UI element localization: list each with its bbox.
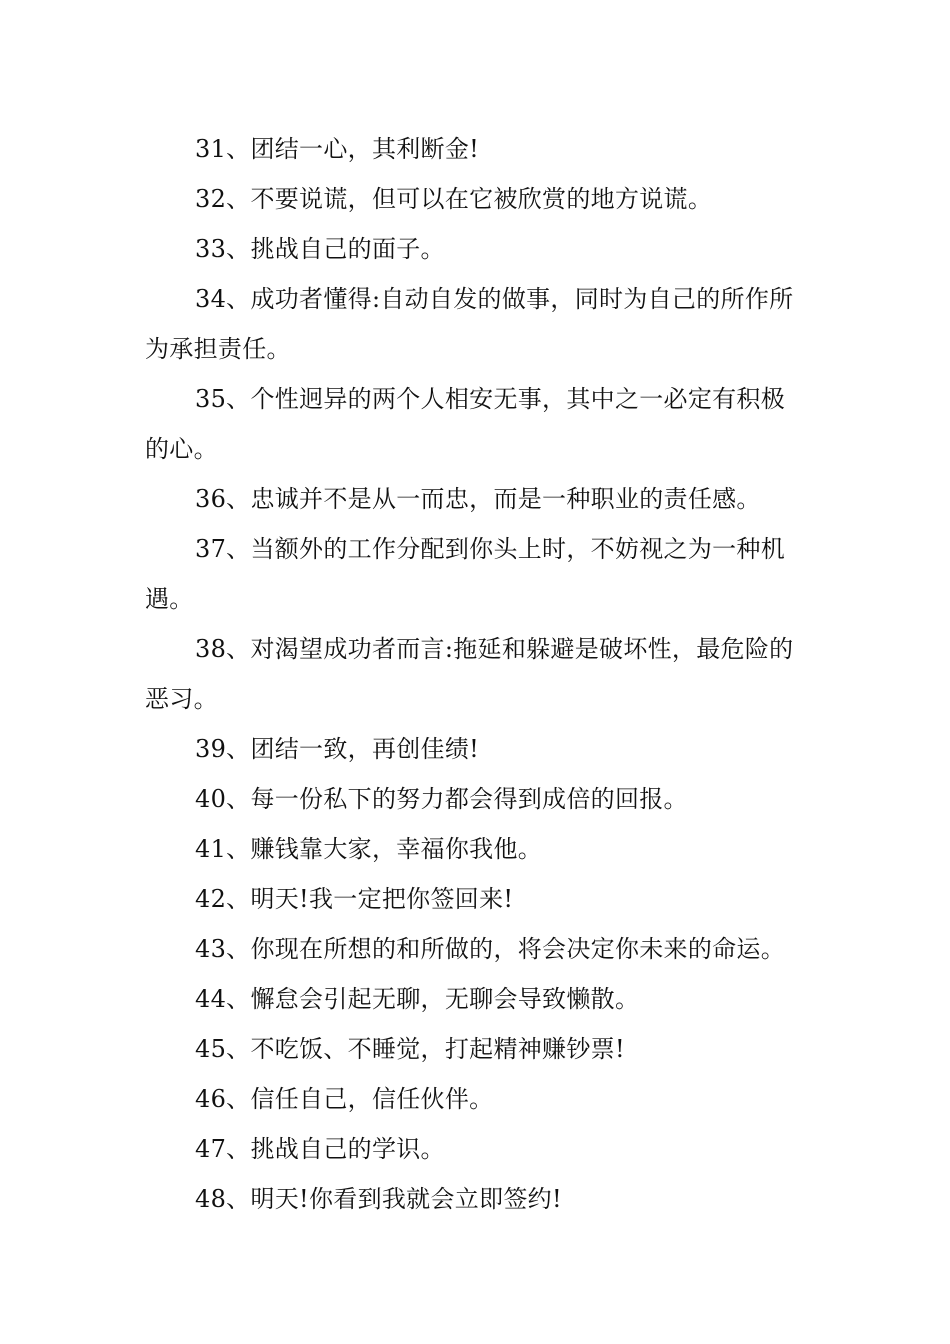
paragraph-47: 47、挑战自己的学识。 — [195, 1135, 445, 1163]
paragraph-44: 44、懈怠会引起无聊，无聊会导致懒散。 — [195, 985, 640, 1013]
paragraph-41: 41、赚钱靠大家，幸福你我他。 — [195, 835, 543, 863]
paragraph-36: 36、忠诚并不是从一而忠，而是一种职业的责任感。 — [195, 485, 761, 513]
paragraph-37: 37、当额外的工作分配到你头上时，不妨视之为一种机遇。 — [145, 535, 786, 613]
paragraph-35: 35、个性迥异的两个人相安无事，其中之一必定有积极的心。 — [145, 385, 786, 463]
paragraph-40: 40、每一份私下的努力都会得到成倍的回报。 — [195, 785, 688, 813]
document-body — [145, 124, 807, 1224]
paragraph-34: 34、成功者懂得:自动自发的做事，同时为自己的所作所为承担责任。 — [145, 285, 794, 363]
paragraph-39: 39、团结一致，再创佳绩! — [195, 735, 480, 763]
paragraph-32: 32、不要说谎，但可以在它被欣赏的地方说谎。 — [195, 185, 713, 213]
paragraph-38: 38、对渴望成功者而言:拖延和躲避是破坏性，最危险的恶习。 — [145, 635, 794, 713]
paragraph-46: 46、信任自己，信任伙伴。 — [195, 1085, 494, 1113]
paragraph-48: 48、明天!你看到我就会立即签约! — [195, 1185, 562, 1213]
paragraph-42: 42、明天!我一定把你签回来! — [195, 885, 514, 913]
paragraph-31: 31、团结一心，其利断金! — [195, 135, 480, 163]
paragraph-43: 43、你现在所想的和所做的，将会决定你未来的命运。 — [195, 935, 786, 963]
paragraph-45: 45、不吃饭、不睡觉，打起精神赚钞票! — [195, 1035, 625, 1063]
paragraph-33: 33、挑战自己的面子。 — [195, 235, 445, 263]
